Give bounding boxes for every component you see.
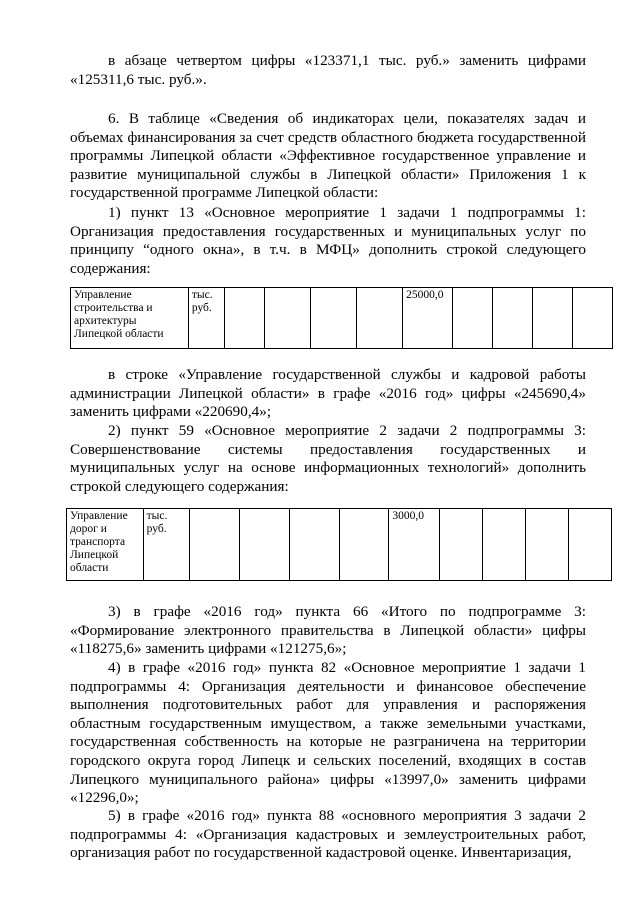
- table-cell: [190, 509, 240, 581]
- table-cell-org: Управление дорог и транспорта Липецкой области: [67, 509, 144, 581]
- table-cell: [568, 509, 611, 581]
- table-cell: [310, 288, 356, 349]
- table-cell: [573, 288, 613, 349]
- table-cell: [453, 288, 493, 349]
- table-2: [66, 508, 612, 581]
- table-cell: [289, 509, 339, 581]
- paragraph-3: 1) пункт 13 «Основное мероприятие 1 задачи 1 подпрограммы 1: Организация предоставления государственных и муниципальных услуг по принципу “одного окна», в т.ч. в МФЦ» дополнить строкой следующего содержания:: [70, 204, 586, 277]
- table-row: [71, 288, 613, 349]
- table-cell: [533, 288, 573, 349]
- paragraph-1: в абзаце четвертом цифры «123371,1 тыс. руб.» заменить цифрами «125311,6 тыс. руб.».: [70, 52, 586, 88]
- table-cell-unit: тыс. руб.: [188, 288, 224, 349]
- table-cell: [239, 509, 289, 581]
- table-1: [70, 287, 613, 349]
- table-cell: [224, 288, 264, 349]
- table-cell: [339, 509, 389, 581]
- table-cell: [525, 509, 568, 581]
- table-cell-value: 3000,0: [389, 509, 440, 581]
- table-cell-value: 25000,0: [403, 288, 453, 349]
- table-cell: [482, 509, 525, 581]
- table-cell: [356, 288, 402, 349]
- paragraph-5: 2) пункт 59 «Основное мероприятие 2 задачи 2 подпрограммы 3: Совершенствование системы предоставления государственных и муниципальных услуг на основе информационных технологий» дополнить строкой следующего содержания:: [70, 422, 586, 495]
- paragraph-2: 6. В таблице «Сведения об индикаторах цели, показателях задач и объемах финансирования за счет средств областного бюджета государственной программы Липецкой области «Эффективное государственное управление и развитие муниципальной службы в Липецкой области» Приложения 1 к государственной программе Липецкой области:: [70, 110, 586, 202]
- paragraph-7: 4) в графе «2016 год» пункта 82 «Основное мероприятие 1 задачи 1 подпрограммы 4: Организация деятельности и финансовое обеспечение выполнения подготовительных работ для управления и распоряжения областным государственным имуществом, а также земельными участками, государственная собственность на которые не разграничена на территории городского округа город Липецк и сельских поселений, входящих в состав Липецкого муниципального района» цифры «13997,0» заменить цифрами «12296,0»;: [70, 659, 586, 807]
- table-cell: [264, 288, 310, 349]
- paragraph-4: в строке «Управление государственной службы и кадровой работы администрации Липецкой области» в графе «2016 год» цифры «245690,4» заменить цифрами «220690,4»;: [70, 366, 586, 421]
- table-cell-unit: тыс. руб.: [143, 509, 189, 581]
- table-cell: [493, 288, 533, 349]
- table-cell-org: Управление строительства и архитектуры Липецкой области: [71, 288, 189, 349]
- table-cell: [439, 509, 482, 581]
- paragraph-8: 5) в графе «2016 год» пункта 88 «основного мероприятия 3 задачи 2 подпрограммы 4: «Организация кадастровых и землеустроительных работ, организация работ по государственной кадастровой оценке. Инвентаризация,: [70, 807, 586, 862]
- table-row: [67, 509, 612, 581]
- paragraph-6: 3) в графе «2016 год» пункта 66 «Итого по подпрограмме 3: «Формирование электронного правительства в Липецкой области» цифры «118275,6» заменить цифрами «121275,6»;: [70, 603, 586, 658]
